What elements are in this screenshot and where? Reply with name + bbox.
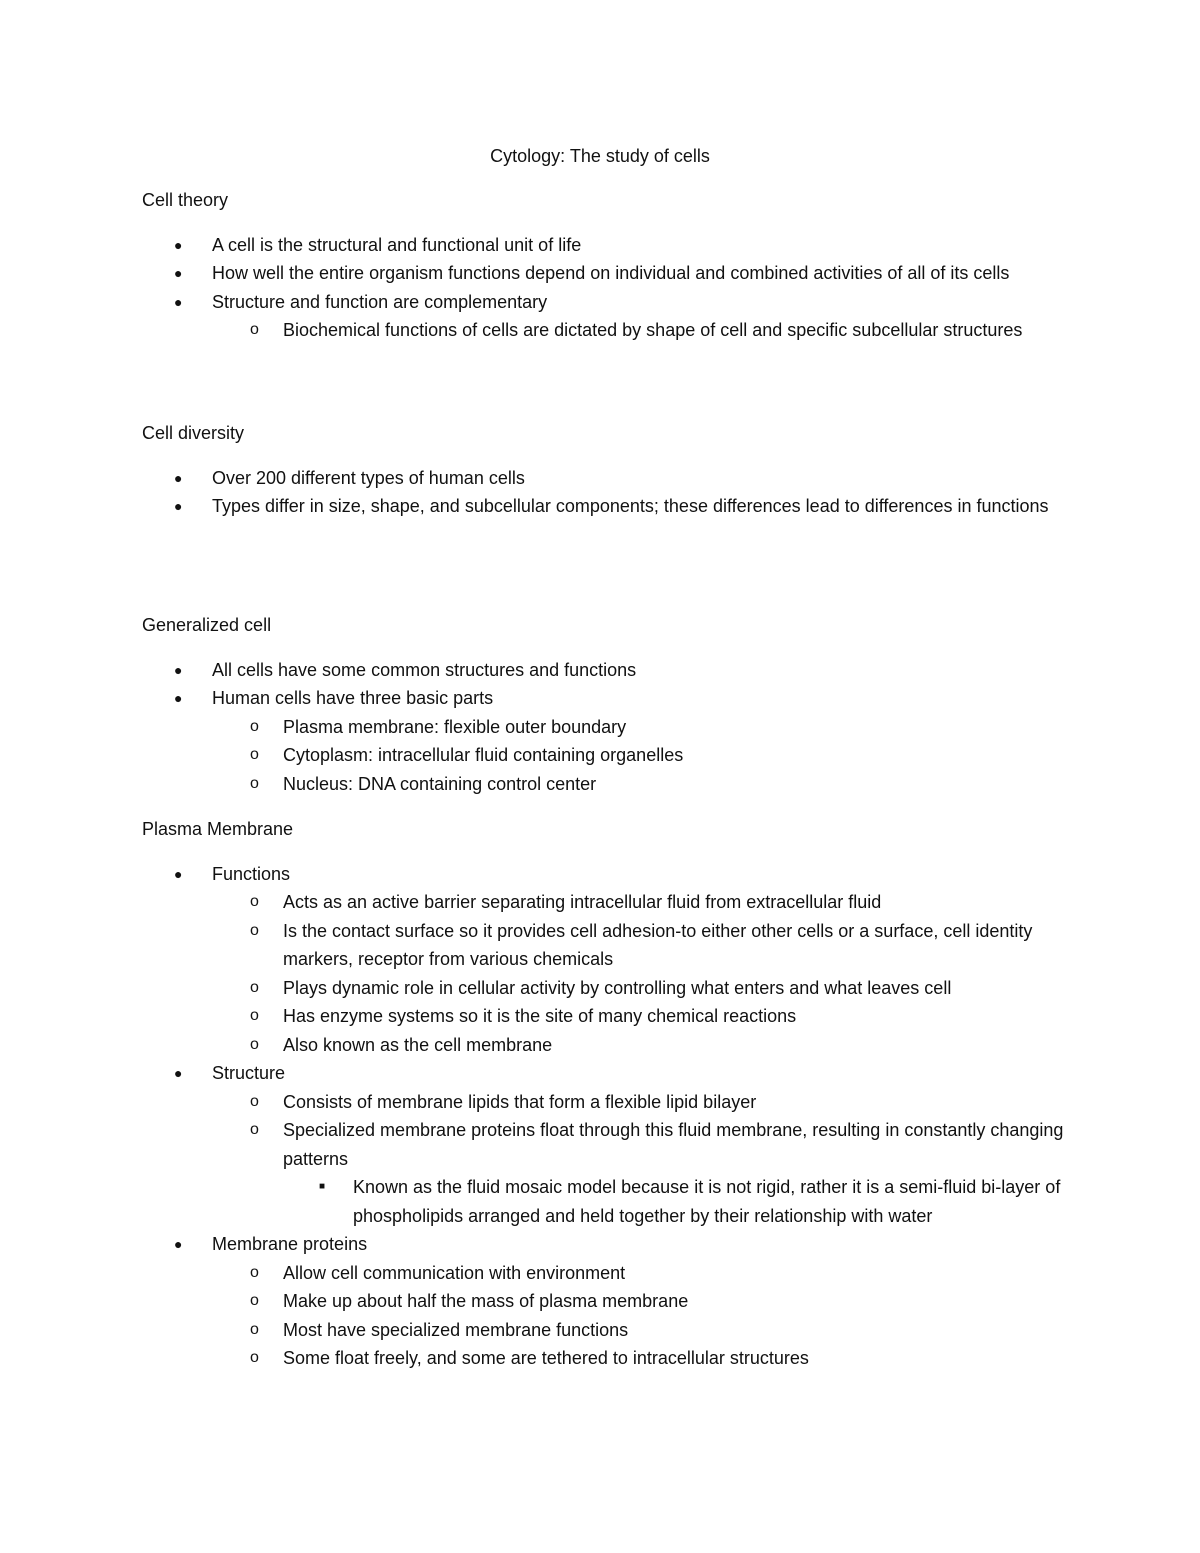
list-subitem (142, 1088, 1072, 1117)
section-heading: Cell diversity (142, 423, 245, 443)
list-subitem (142, 770, 1072, 799)
list-subitem-text: Plays dynamic role in cellular activity by controlling what enters and what leaves cell (283, 977, 952, 998)
list-subitem (142, 1002, 1072, 1031)
list-subitem-text: Specialized membrane proteins float through this fluid membrane, resulting in constantly changing patterns (283, 1120, 1064, 1169)
section-cell-theory (142, 186, 1072, 345)
bullet-marker: ● (174, 265, 183, 281)
list-subitem-text: Consists of membrane lipids that form a flexible lipid bilayer (283, 1091, 757, 1112)
bullet-marker: ● (174, 498, 183, 514)
bullet-list (142, 231, 1072, 345)
section-cell-diversity (142, 419, 1072, 521)
list-subitem (142, 713, 1072, 742)
list-subitem (142, 741, 1072, 770)
list-subsubitem (142, 1173, 1072, 1230)
circle-marker: o (250, 717, 259, 735)
list-subitem-text: Most have specialized membrane functions (283, 1319, 629, 1340)
list-subitem (142, 1344, 1072, 1373)
list-item-text: Types differ in size, shape, and subcellular components; these differences lead to differences in functions (212, 496, 1049, 516)
list-subitem (142, 1116, 1072, 1173)
section-heading: Cell theory (142, 190, 229, 210)
list-subitem-text: Make up about half the mass of plasma membrane (283, 1291, 689, 1311)
bullet-marker: ● (174, 661, 183, 678)
circle-marker: o (250, 321, 259, 338)
list-subitem-text: Nucleus: DNA containing control center (283, 773, 597, 794)
list-subitem-text: Acts as an active barrier separating intracellular fluid from extracellular fluid (283, 892, 882, 912)
list-subitem-text: Cytoplasm: intracellular fluid containing organelles (283, 745, 684, 765)
list-item-text: All cells have some common structures and functions (212, 659, 637, 680)
list-subitem (142, 1316, 1072, 1345)
section-plasma-membrane (142, 815, 1072, 1373)
bullet-marker: ● (174, 865, 183, 882)
list-item (142, 656, 1072, 685)
circle-marker: o (250, 1035, 259, 1053)
list-subitem (142, 917, 1072, 974)
list-item-text: A cell is the structural and functional unit of life (212, 234, 582, 255)
list-item (142, 231, 1072, 260)
list-item-text: Human cells have three basic parts (212, 688, 494, 708)
bullet-marker: ● (174, 1065, 183, 1081)
bullet-marker: ● (174, 690, 183, 706)
bullet-list (142, 656, 1072, 799)
section-heading: Plasma Membrane (142, 819, 294, 839)
list-subitem-text: Also known as the cell membrane (283, 1034, 553, 1055)
list-item (142, 492, 1072, 521)
circle-marker: o (250, 746, 259, 763)
list-subsubitem-text: Known as the fluid mosaic model because it is not rigid, rather it is a semi-fluid bi-layer of phospholipids arranged and held together by their relationship with water (353, 1177, 1061, 1226)
circle-marker: o (250, 1320, 259, 1338)
list-subitem-text: Allow cell communication with environment (283, 1262, 626, 1283)
list-item (142, 1059, 1072, 1088)
list-subitem-text: Has enzyme systems so it is the site of many chemical reactions (283, 1006, 797, 1026)
list-item-text: Structure and function are complementary (212, 291, 548, 312)
list-item (142, 288, 1072, 317)
list-subitem (142, 974, 1072, 1003)
bullet-list (142, 860, 1072, 1373)
section-generalized-cell (142, 611, 1072, 798)
circle-marker: o (250, 1349, 259, 1366)
list-item (142, 464, 1072, 493)
list-item-text: How well the entire organism functions depend on individual and combined activities of all of its cells (212, 263, 1010, 283)
circle-marker: o (250, 774, 259, 792)
list-subitem (142, 1031, 1072, 1060)
bullet-marker: ● (174, 236, 183, 253)
list-item (142, 1230, 1072, 1259)
circle-marker: o (250, 1092, 259, 1110)
list-subitem (142, 888, 1072, 917)
section-heading: Generalized cell (142, 615, 272, 635)
list-item-text: Functions (212, 863, 291, 884)
list-subitem (142, 1287, 1072, 1316)
bullet-marker: ● (174, 469, 183, 486)
list-item (142, 259, 1072, 288)
list-item (142, 860, 1072, 889)
bullet-list (142, 464, 1072, 521)
page-title: Cytology: The study of cells (490, 146, 710, 166)
circle-marker: o (250, 921, 259, 939)
bullet-marker: ● (174, 293, 183, 310)
list-subitem (142, 1259, 1072, 1288)
list-subitem-text: Some float freely, and some are tethered to intracellular structures (283, 1348, 809, 1368)
circle-marker: o (250, 1292, 259, 1309)
circle-marker: o (250, 1263, 259, 1281)
list-subitem-text: Is the contact surface so it provides cell adhesion-to either other cells or a surface, cell identity markers, receptor from various chemicals (283, 920, 1033, 969)
circle-marker: o (250, 1121, 259, 1138)
list-item-text: Structure (212, 1063, 286, 1083)
list-subitem (142, 316, 1072, 345)
circle-marker: o (250, 1007, 259, 1024)
list-subitem-text: Biochemical functions of cells are dictated by shape of cell and specific subcellular structures (283, 320, 1023, 340)
list-item-text: Membrane proteins (212, 1234, 368, 1254)
list-item (142, 684, 1072, 713)
square-marker: ■ (319, 1181, 326, 1192)
circle-marker: o (250, 893, 259, 910)
circle-marker: o (250, 978, 259, 996)
list-item-text: Over 200 different types of human cells (212, 467, 525, 488)
list-subitem-text: Plasma membrane: flexible outer boundary (283, 716, 627, 737)
bullet-marker: ● (174, 1236, 183, 1252)
